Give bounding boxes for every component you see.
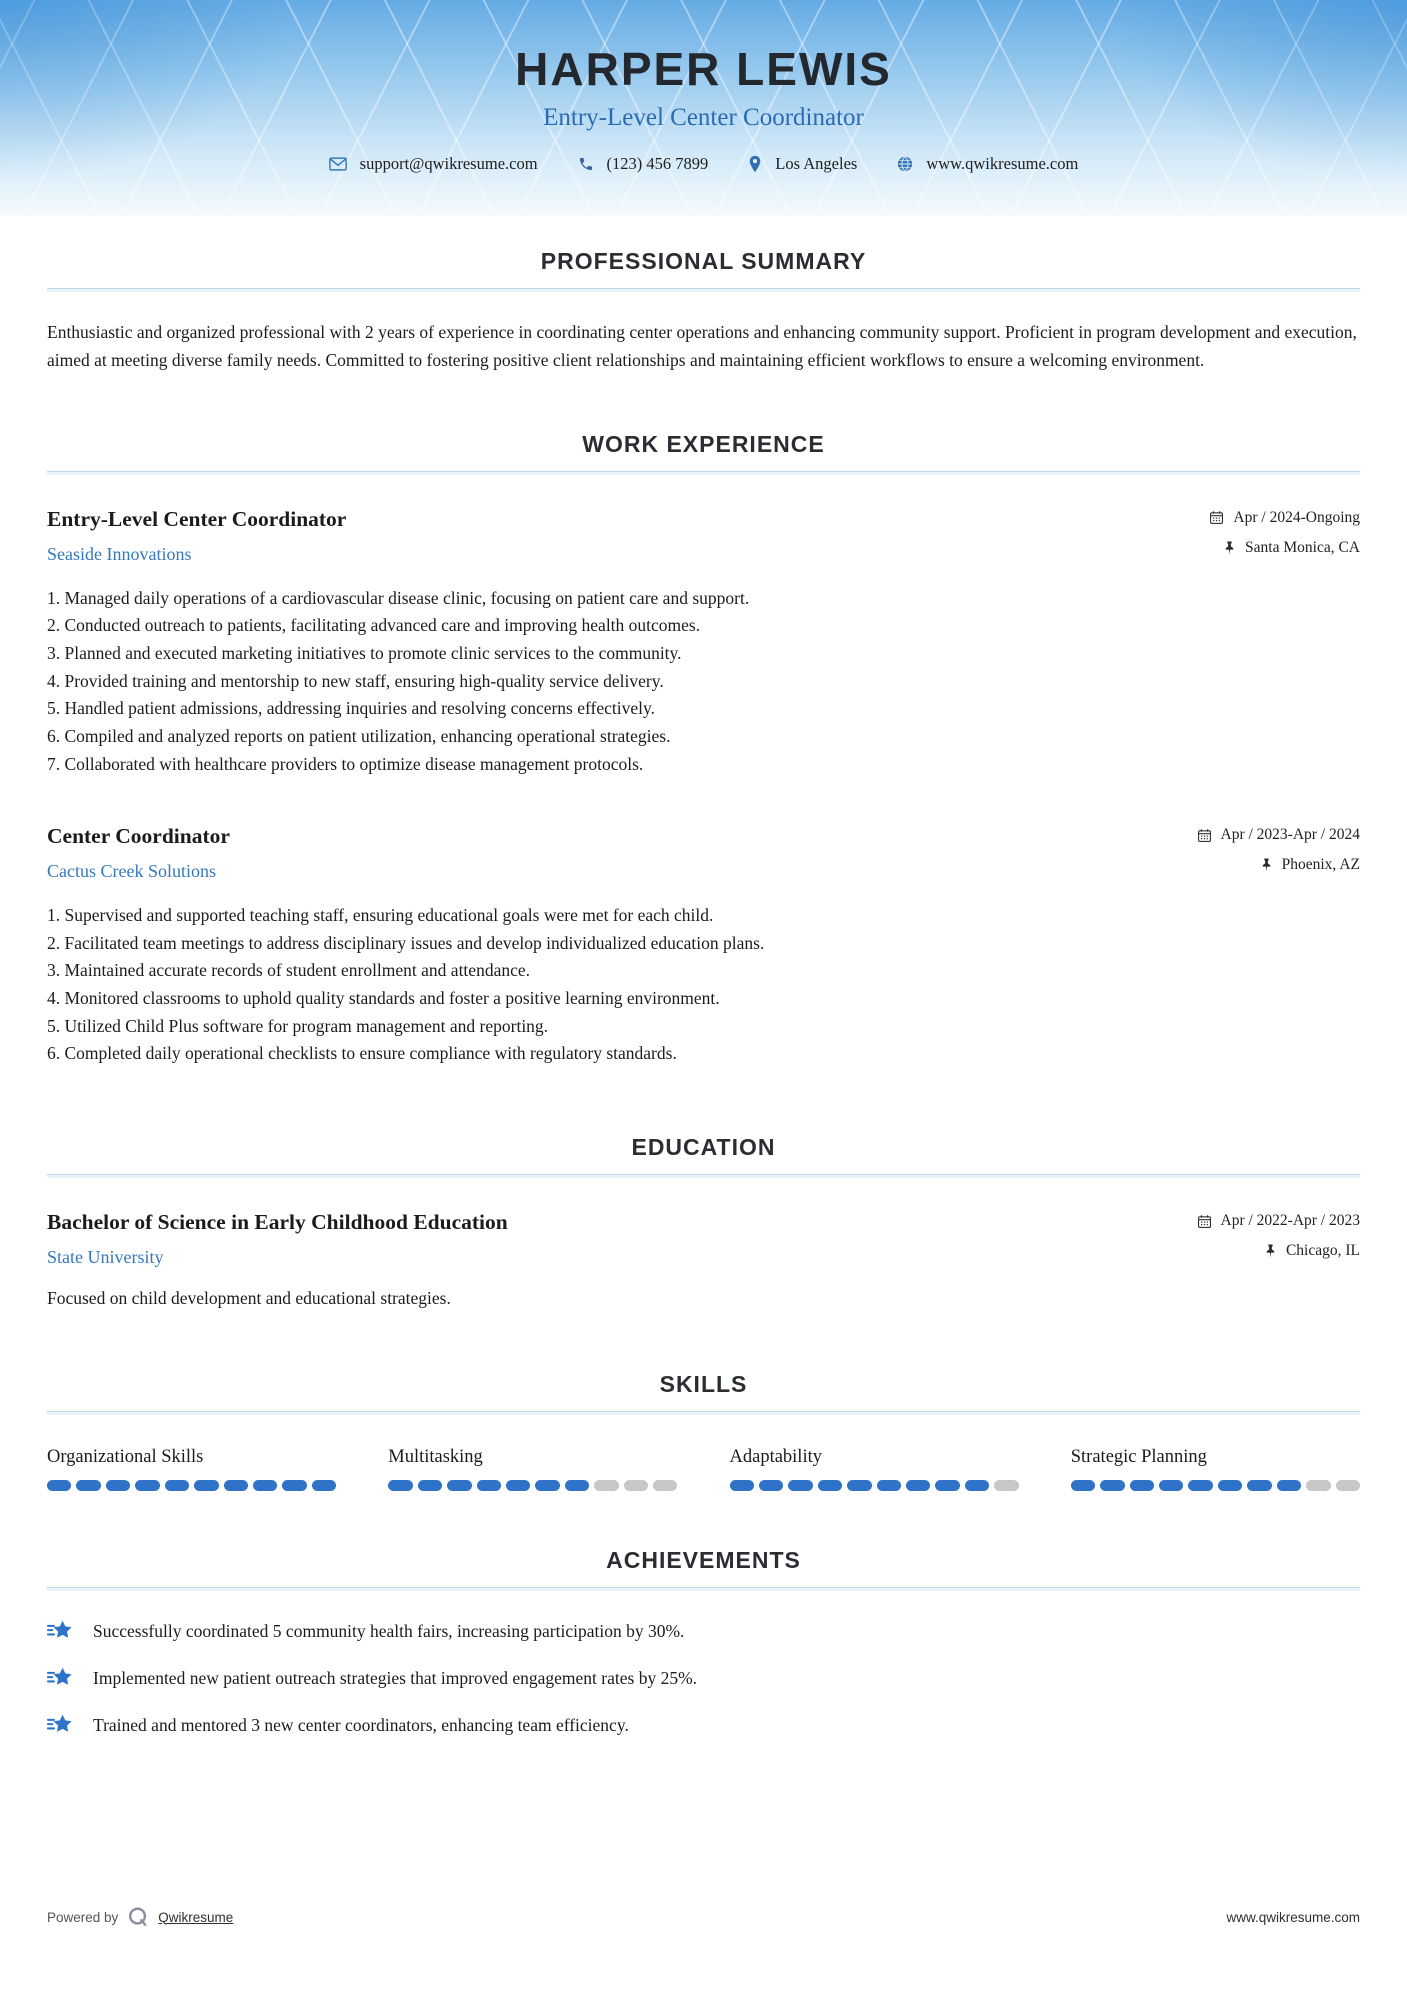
job-bullet: Collaborated with healthcare providers to optimize disease management protocols. [64, 753, 644, 774]
job-bullet: Completed daily operational checklists to ensure compliance with regulatory standards. [64, 1043, 677, 1064]
education-location-text: Chicago, IL [1285, 1242, 1360, 1260]
summary-section [47, 248, 1360, 375]
skill-segment [788, 1480, 812, 1491]
skill-name: Strategic Planning [1070, 1447, 1207, 1468]
skill-segment [653, 1480, 677, 1491]
achievement-item [47, 1666, 1360, 1690]
job-bullet: Planned and executed marketing initiatives to promote clinic services to the community. [64, 642, 682, 663]
pushpin-icon [1260, 858, 1273, 872]
skills-grid [47, 1447, 1360, 1491]
section-divider [47, 1587, 1360, 1591]
skill-segment [194, 1480, 218, 1491]
person-job-title: Entry-Level Center Coordinator [543, 104, 864, 131]
globe-icon [897, 156, 913, 172]
contact-website [897, 154, 1078, 174]
skills-section [47, 1371, 1360, 1491]
skill-segment [1188, 1480, 1212, 1491]
skill-segment [312, 1480, 336, 1491]
school-name: State University [47, 1247, 164, 1268]
skill-segment [1247, 1480, 1271, 1491]
skill-segment [1336, 1480, 1360, 1491]
skill-segment [1277, 1480, 1301, 1491]
skill-segment [76, 1480, 100, 1491]
achievement-text: Successfully coordinated 5 community health fairs, increasing participation by 30%. [93, 1620, 685, 1641]
job-bullet: Maintained accurate records of student enrollment and attendance. [64, 960, 530, 981]
brand-link[interactable]: Qwikresume [158, 1909, 234, 1925]
skill-segment [506, 1480, 530, 1491]
skill-name: Multitasking [388, 1447, 483, 1468]
phone-icon [578, 156, 594, 172]
skill-name: Adaptability [729, 1447, 822, 1468]
job-entry [47, 824, 1360, 1068]
achievement-text: Implemented new patient outreach strategies that improved engagement rates by 25%. [93, 1667, 698, 1688]
skill-name: Organizational Skills [47, 1447, 204, 1468]
skill-segment [818, 1480, 842, 1491]
skill-segment [847, 1480, 871, 1491]
job-bullet-list [47, 902, 1360, 1068]
skill-segment [388, 1480, 412, 1491]
education-entry [47, 1210, 1360, 1309]
contact-phone-text: (123) 456 7899 [606, 154, 709, 173]
job-dates-text: Apr / 2024-Ongoing [1233, 508, 1360, 526]
skill-segment [759, 1480, 783, 1491]
job-bullet: Managed daily operations of a cardiovascular disease clinic, focusing on patient care and support. [64, 587, 750, 608]
job-company: Seaside Innovations [47, 543, 192, 564]
achievement-item [47, 1713, 1360, 1737]
skill-segment [594, 1480, 618, 1491]
contact-email-text: support@qwikresume.com [359, 154, 538, 173]
skill-level-bar [1071, 1480, 1360, 1491]
skill-segment [730, 1480, 754, 1491]
envelope-icon [329, 157, 347, 171]
job-bullet: Facilitated team meetings to address disciplinary issues and develop individualized education plans. [64, 932, 765, 953]
shooting-star-icon [47, 1619, 73, 1643]
skill-segment [965, 1480, 989, 1491]
section-divider [47, 288, 1360, 292]
skill-segment [1100, 1480, 1124, 1491]
person-name: HARPER LEWIS [515, 43, 892, 95]
skill-segment [535, 1480, 559, 1491]
education-dates [1197, 1212, 1361, 1230]
pushpin-icon [1264, 1244, 1277, 1258]
job-location-text: Phoenix, AZ [1281, 856, 1360, 874]
skill-segment [565, 1480, 589, 1491]
job-location [1209, 539, 1360, 557]
section-divider [47, 1411, 1360, 1415]
skill-segment [47, 1480, 71, 1491]
skill-level-bar [47, 1480, 336, 1491]
job-location-text: Santa Monica, CA [1245, 538, 1360, 556]
education-section [47, 1134, 1360, 1309]
skill-segment [1159, 1480, 1183, 1491]
education-location [1197, 1242, 1361, 1260]
job-bullet: Handled patient admissions, addressing inquiries and resolving concerns effectively. [64, 698, 655, 719]
footer [47, 1906, 1360, 1928]
job-bullet: Conducted outreach to patients, facilitating advanced care and improving health outcomes. [64, 615, 701, 636]
skill-segment [477, 1480, 501, 1491]
skill-level-bar [388, 1480, 677, 1491]
work-heading: WORK EXPERIENCE [582, 430, 825, 457]
education-heading: EDUCATION [631, 1134, 776, 1161]
skill-segment [224, 1480, 248, 1491]
skill-level-bar [730, 1480, 1019, 1491]
skill-segment [1218, 1480, 1242, 1491]
job-dates [1209, 509, 1360, 527]
contact-row [0, 154, 1407, 174]
contact-phone [578, 154, 709, 174]
job-bullet-list [47, 585, 1360, 778]
work-experience-section [47, 431, 1360, 1068]
degree-title: Bachelor of Science in Early Childhood Education [47, 1210, 508, 1235]
skill-segment [135, 1480, 159, 1491]
achievements-section [47, 1547, 1360, 1737]
skills-heading: SKILLS [659, 1371, 748, 1398]
contact-website-text: www.qwikresume.com [926, 154, 1079, 173]
job-title: Entry-Level Center Coordinator [47, 506, 347, 531]
job-title: Center Coordinator [47, 824, 230, 849]
job-bullet: Utilized Child Plus software for program management and reporting. [64, 1015, 549, 1036]
contact-email [329, 154, 538, 174]
skill-segment [1306, 1480, 1330, 1491]
skill-segment [418, 1480, 442, 1491]
skill-segment [935, 1480, 959, 1491]
job-dates-text: Apr / 2023-Apr / 2024 [1220, 826, 1360, 844]
shooting-star-icon [47, 1666, 73, 1690]
education-dates-text: Apr / 2022-Apr / 2023 [1220, 1212, 1360, 1230]
achievements-heading: ACHIEVEMENTS [606, 1547, 801, 1574]
calendar-icon [1209, 510, 1224, 525]
header-banner [0, 0, 1407, 216]
job-company: Cactus Creek Solutions [47, 861, 216, 882]
job-bullet: Provided training and mentorship to new staff, ensuring high-quality service delivery. [64, 670, 664, 691]
q-logo-icon [127, 1906, 149, 1928]
skill-segment [1130, 1480, 1154, 1491]
summary-text: Enthusiastic and organized professional with 2 years of experience in coordinating center operations and enhancing community support. Proficient in program development and execution, aimed at meeting diverse family needs. Committed to fostering positive client relationships and maintaining efficient workflows to ensure a welcoming environment. [47, 322, 1357, 371]
skill-segment [877, 1480, 901, 1491]
footer-website: www.qwikresume.com [1226, 1909, 1360, 1925]
calendar-icon [1197, 828, 1212, 843]
summary-heading: PROFESSIONAL SUMMARY [540, 248, 867, 274]
calendar-icon [1197, 1214, 1212, 1229]
skill-item [388, 1447, 677, 1491]
contact-location [748, 154, 857, 174]
achievement-item [47, 1619, 1360, 1643]
job-entry [47, 507, 1360, 778]
section-divider [47, 1174, 1360, 1178]
skill-segment [447, 1480, 471, 1491]
skill-segment [906, 1480, 930, 1491]
achievement-text: Trained and mentored 3 new center coordinators, enhancing team efficiency. [93, 1714, 629, 1735]
powered-by-label: Powered by [47, 1909, 119, 1925]
job-dates [1197, 826, 1361, 844]
achievement-list [47, 1619, 1360, 1737]
skill-segment [165, 1480, 189, 1491]
skill-item [47, 1447, 336, 1491]
skill-segment [253, 1480, 277, 1491]
contact-location-text: Los Angeles [775, 154, 858, 173]
job-bullet: Supervised and supported teaching staff, ensuring educational goals were met for each child. [64, 905, 714, 926]
skill-segment [994, 1480, 1018, 1491]
skill-segment [106, 1480, 130, 1491]
section-divider [47, 471, 1360, 475]
job-location [1197, 856, 1361, 874]
map-pin-icon [748, 155, 762, 173]
job-bullet: Monitored classrooms to uphold quality standards and foster a positive learning environment. [64, 988, 720, 1009]
skill-item [730, 1447, 1019, 1491]
job-bullet: Compiled and analyzed reports on patient utilization, enhancing operational strategies. [64, 725, 671, 746]
education-description: Focused on child development and educational strategies. [47, 1288, 451, 1309]
skill-segment [282, 1480, 306, 1491]
skill-item [1071, 1447, 1360, 1491]
skill-segment [1071, 1480, 1095, 1491]
shooting-star-icon [47, 1713, 73, 1737]
skill-segment [624, 1480, 648, 1491]
pushpin-icon [1223, 541, 1236, 555]
